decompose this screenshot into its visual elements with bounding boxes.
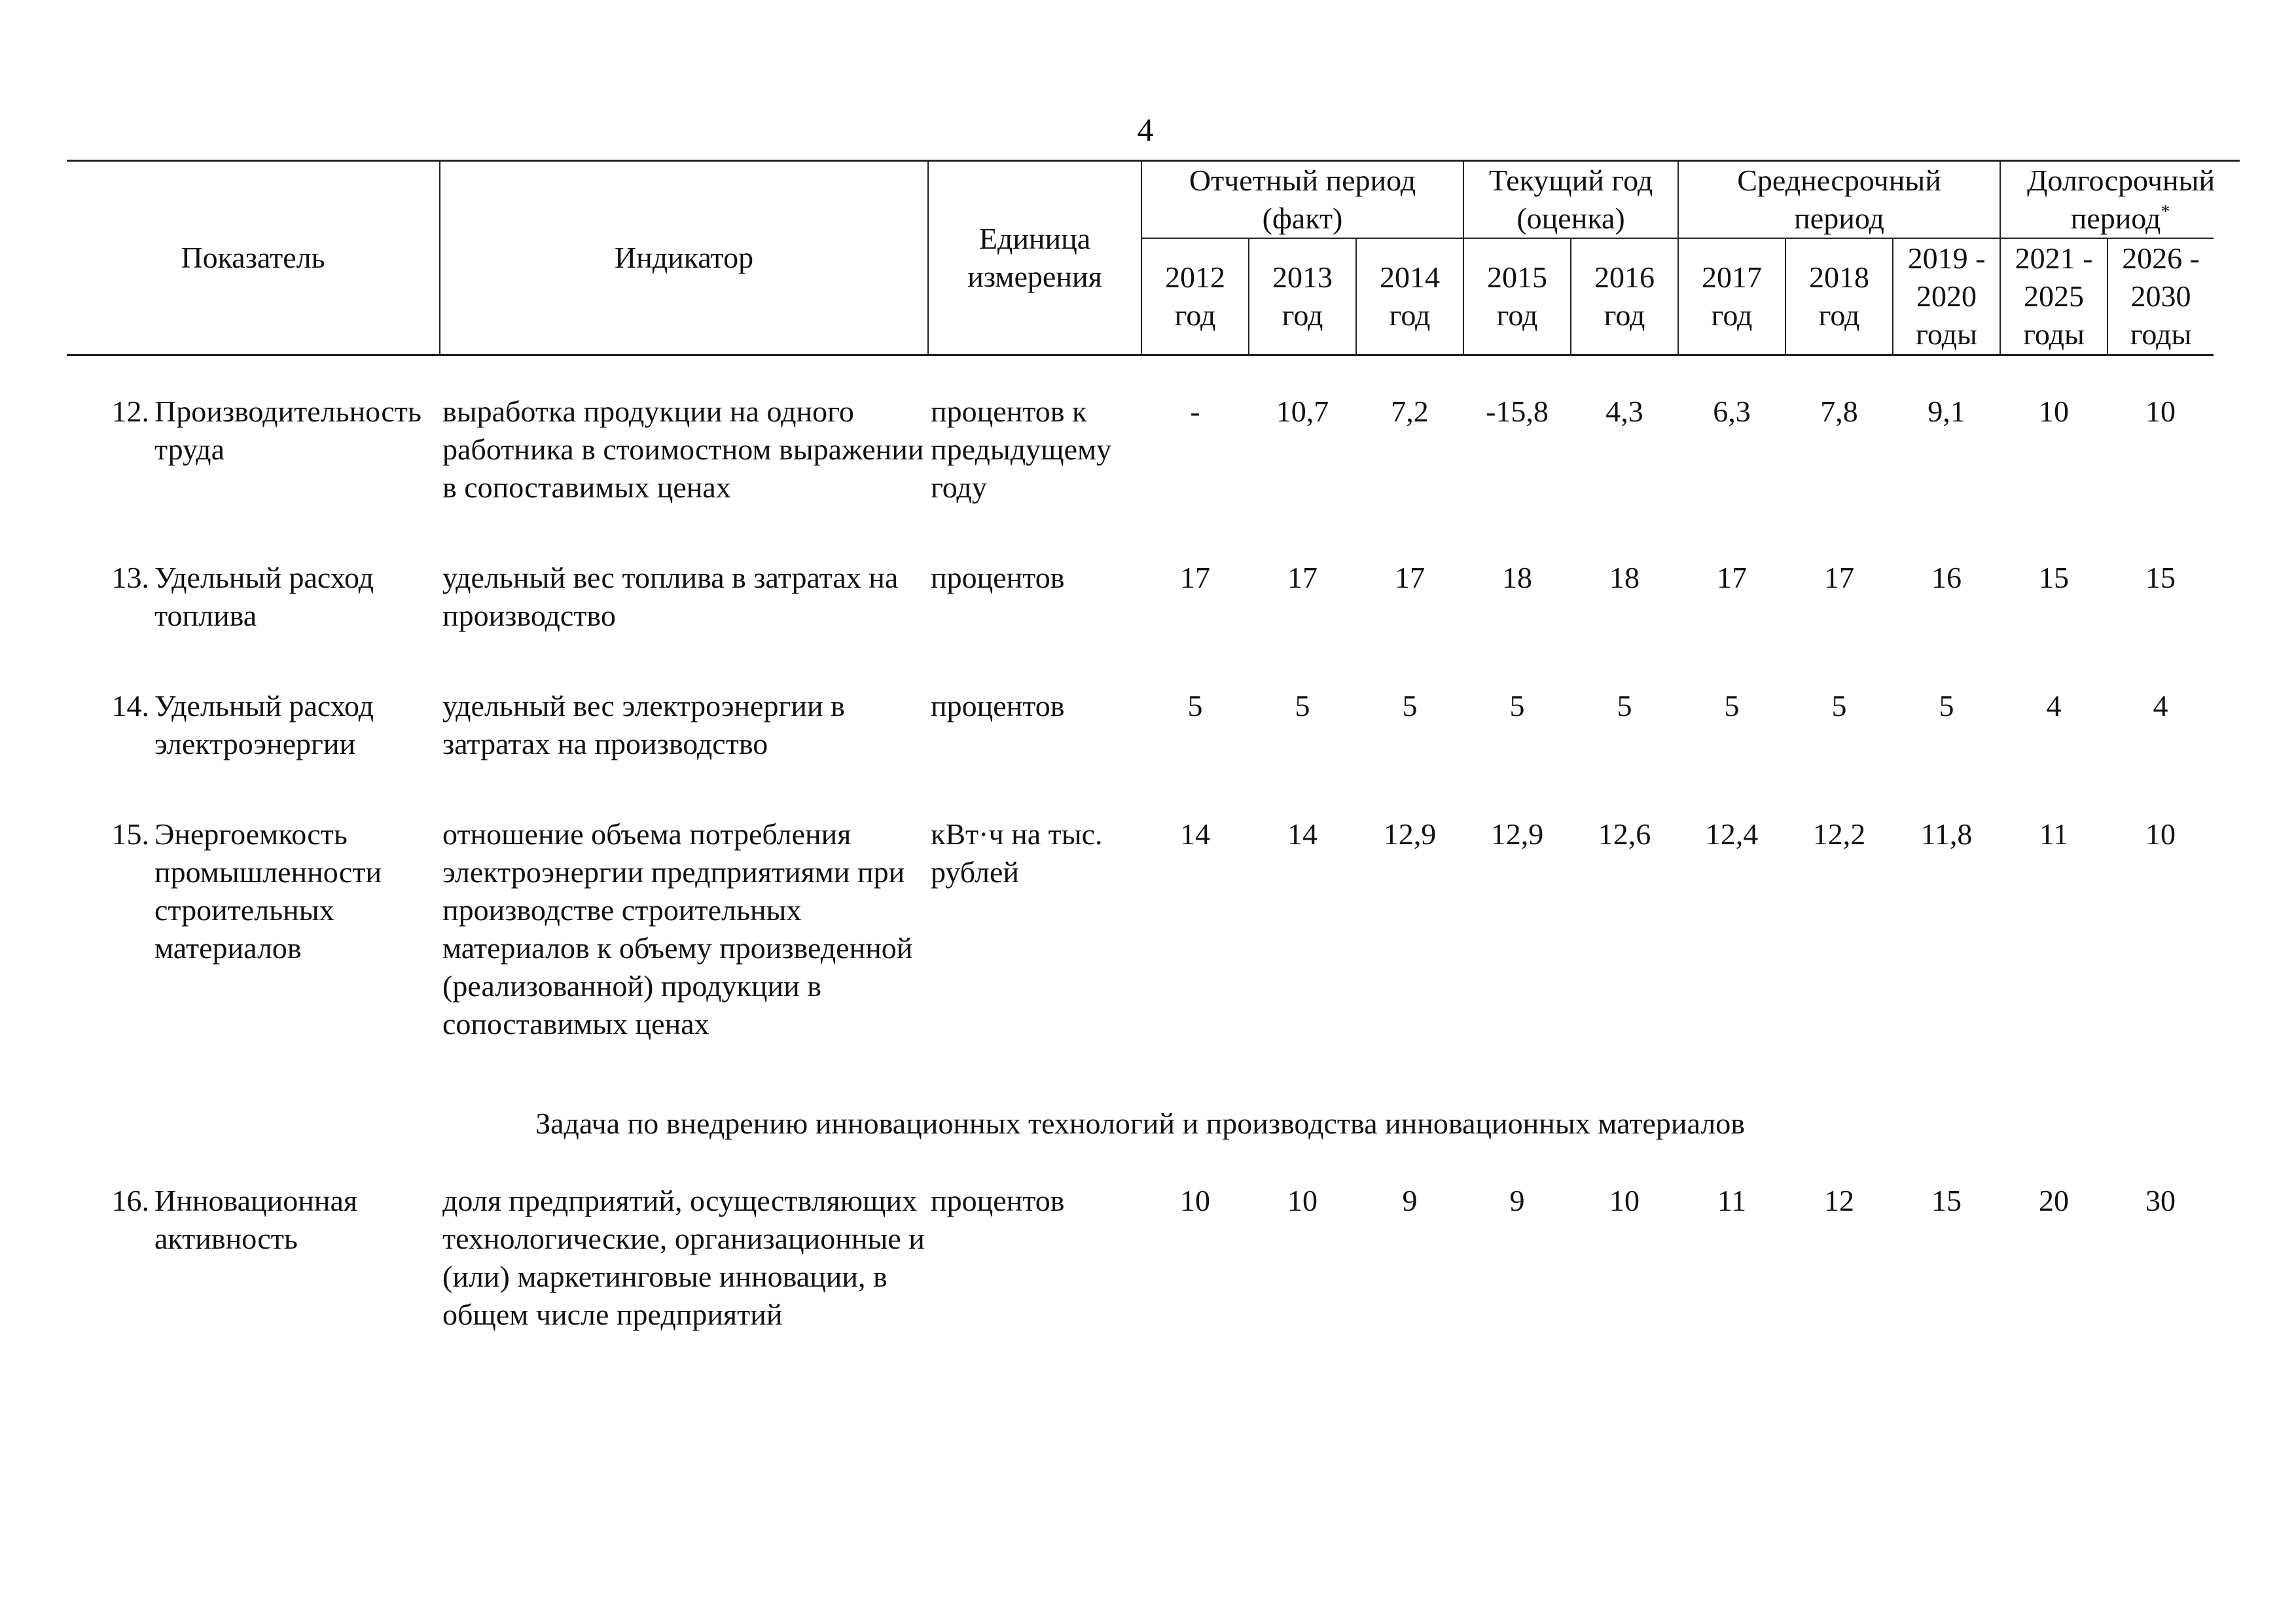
- header-year-2012: 2012 год: [1141, 238, 1249, 355]
- row-value: 5: [1831, 689, 1847, 722]
- row-number: 15.: [111, 817, 149, 851]
- table-row: [67, 1182, 2240, 1386]
- table-row: [67, 393, 2240, 559]
- row-name: Удельный расход электроэнергии: [154, 689, 374, 760]
- row-number: 12.: [111, 395, 149, 428]
- row-indicator: выработка продукции на одного работника в стоимостном выражении в сопоставимых ценах: [442, 395, 924, 504]
- row-value: 14: [1180, 817, 1211, 851]
- header-indicator-name: Показатель: [67, 161, 440, 355]
- row-value: 18: [1502, 561, 1533, 594]
- indicators-table: [67, 160, 2240, 1386]
- header-year-2018: 2018 год: [1785, 238, 1893, 355]
- row-value: 10: [1609, 1184, 1640, 1217]
- row-number: 13.: [111, 561, 149, 594]
- row-value: 11: [2039, 817, 2069, 851]
- footnote-mark: *: [2161, 202, 2170, 223]
- row-indicator: отношение объема потребления электроэнергии предприятиями при производстве строительных материалов к объему произведенной (реализованной) продукции в сопоставимых ценах: [442, 817, 913, 1041]
- row-value: 18: [1609, 561, 1640, 594]
- row-value: 17: [1287, 561, 1318, 594]
- header-years-2021-2025: 2021 - 2025 годы: [2000, 238, 2108, 355]
- row-value: 17: [1717, 561, 1748, 594]
- row-value: 6,3: [1713, 395, 1751, 428]
- row-value: 4,3: [1605, 395, 1643, 428]
- row-number: 14.: [111, 689, 149, 722]
- row-value: 4: [2153, 689, 2168, 722]
- row-value: 11,8: [1920, 817, 1973, 851]
- row-value: 10: [1287, 1184, 1318, 1217]
- header-group-long-term: [2000, 161, 2240, 239]
- section-title: Задача по внедрению инновационных технологий и производства инновационных материалов: [535, 1107, 1745, 1140]
- row-unit: кВт·ч на тыс. рублей: [931, 817, 1103, 889]
- row-value: 5: [1939, 689, 1954, 722]
- table-row: [67, 559, 2240, 687]
- row-value: 5: [1187, 689, 1203, 722]
- row-value: 5: [1509, 689, 1525, 722]
- row-value: 5: [1617, 689, 1632, 722]
- row-unit: процентов к предыдущему году: [931, 395, 1112, 504]
- row-name: Энергоемкость промышленности строительных материалов: [154, 817, 382, 965]
- row-value: 9: [1509, 1184, 1525, 1217]
- row-value: 12,4: [1705, 817, 1759, 851]
- row-value: 5: [1295, 689, 1310, 722]
- row-value: 12,9: [1490, 817, 1544, 851]
- row-number: 16.: [111, 1184, 149, 1217]
- row-value: 17: [1824, 561, 1855, 594]
- row-value: 10: [2145, 395, 2176, 428]
- row-value: 7,8: [1820, 395, 1858, 428]
- row-name: Удельный расход топлива: [154, 561, 374, 632]
- row-value: 16: [1931, 561, 1962, 594]
- row-value: 15: [1931, 1184, 1962, 1217]
- row-value: 7,2: [1391, 395, 1429, 428]
- header-group-current: Текущий год (оценка): [1463, 161, 1678, 239]
- row-indicator: удельный вес топлива в затратах на производство: [442, 561, 899, 632]
- header-indicator: Индикатор: [440, 161, 928, 355]
- header-year-2014: 2014 год: [1356, 238, 1463, 355]
- header-group-long-term-label: Долгосрочный период: [2027, 164, 2215, 235]
- spacer-row: [67, 355, 2214, 393]
- header-group-medium-term-label: Среднесрочный период: [1737, 164, 1941, 235]
- header-years-2026-2030: 2026 - 2030 годы: [2108, 238, 2214, 355]
- header-group-medium-term: [1678, 161, 2000, 239]
- row-value: 5: [1724, 689, 1740, 722]
- row-unit: процентов: [931, 1184, 1065, 1217]
- row-value: 12,2: [1812, 817, 1866, 851]
- row-value: 15: [2039, 561, 2070, 594]
- row-value: 17: [1395, 561, 1426, 594]
- row-value: 20: [2039, 1184, 2070, 1217]
- header-year-2015: 2015 год: [1463, 238, 1571, 355]
- row-value: 17: [1180, 561, 1211, 594]
- row-value: 12,6: [1598, 817, 1651, 851]
- header-group-reporting: Отчетный период (факт): [1141, 161, 1463, 239]
- row-indicator: доля предприятий, осуществляющих технологические, организационные и (или) маркетинговые инновации, в общем числе предприятий: [442, 1184, 925, 1331]
- row-name: Инновационная активность: [154, 1184, 358, 1255]
- row-value: 10,7: [1276, 395, 1329, 428]
- row-indicator: удельный вес электроэнергии в затратах на производство: [442, 689, 845, 760]
- header-unit: Единица измерения: [928, 161, 1141, 355]
- row-value: 4: [2046, 689, 2062, 722]
- row-value: 11: [1717, 1184, 1747, 1217]
- row-value: -15,8: [1486, 395, 1549, 428]
- row-value: 10: [2145, 817, 2176, 851]
- row-value: -: [1190, 395, 1200, 428]
- row-value: 15: [2145, 561, 2176, 594]
- row-name: Производительность труда: [154, 395, 422, 466]
- row-value: 14: [1287, 817, 1318, 851]
- row-value: 30: [2145, 1184, 2176, 1217]
- row-value: 10: [1180, 1184, 1211, 1217]
- header-year-2017: 2017 год: [1678, 238, 1785, 355]
- row-unit: процентов: [931, 561, 1065, 594]
- row-value: 5: [1402, 689, 1418, 722]
- table-row: [67, 815, 2240, 1096]
- row-value: 9: [1402, 1184, 1418, 1217]
- header-years-2019-2020: 2019 - 2020 годы: [1893, 238, 2000, 355]
- row-value: 12,9: [1383, 817, 1437, 851]
- page-number: 4: [1137, 111, 1154, 148]
- table-row: [67, 687, 2240, 815]
- section-row: [67, 1096, 2240, 1182]
- row-value: 10: [2039, 395, 2070, 428]
- header-year-2013: 2013 год: [1249, 238, 1356, 355]
- header-year-2016: 2016 год: [1571, 238, 1678, 355]
- row-value: 9,1: [1928, 395, 1965, 428]
- row-unit: процентов: [931, 689, 1065, 722]
- row-value: 12: [1824, 1184, 1855, 1217]
